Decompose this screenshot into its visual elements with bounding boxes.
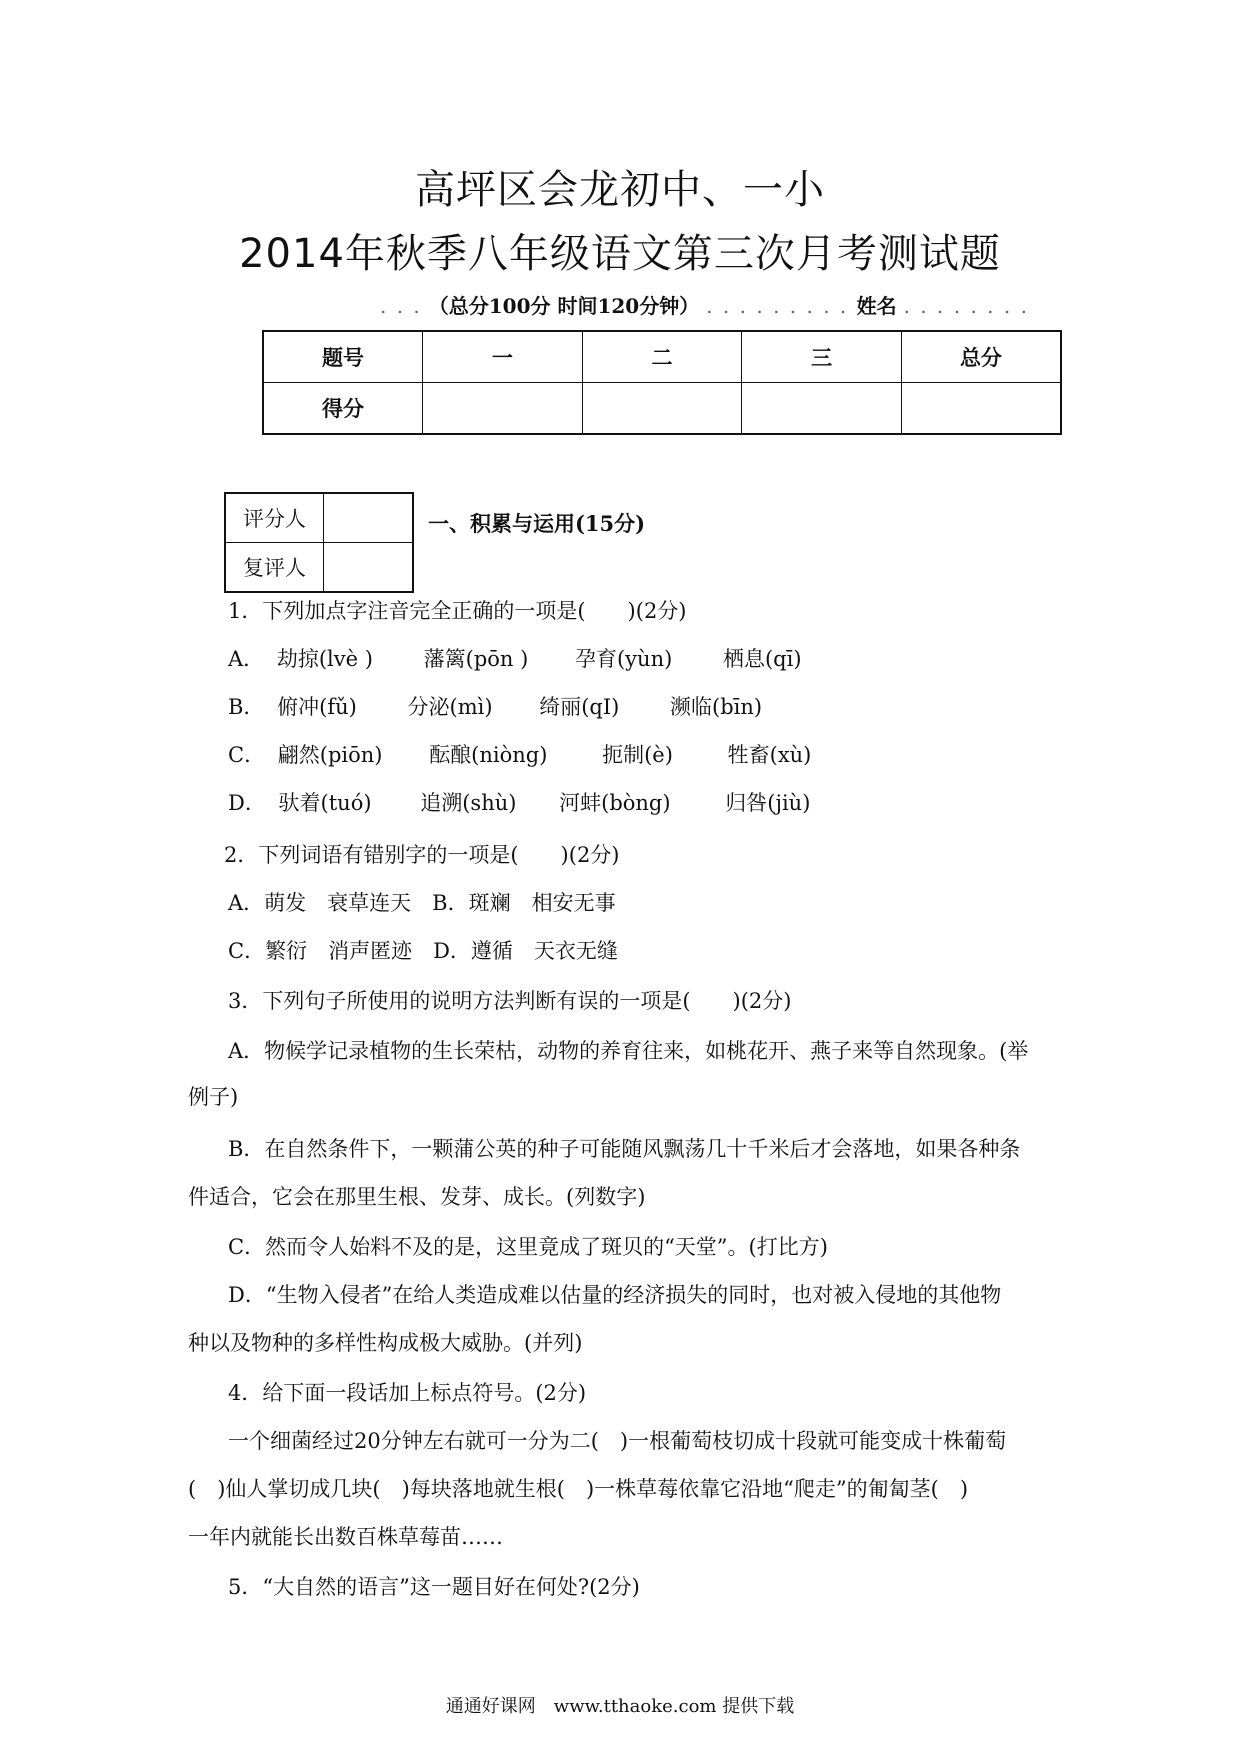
q1-a-word-3: 孕育(yùn) <box>574 647 673 671</box>
q3-option-c[interactable]: C．然而令人始料不及的是，这里竟成了斑贝的“天堂”。(打比方) <box>228 1235 828 1259</box>
q1-c-word-4: 牲畜(xù) <box>727 743 812 767</box>
section-1-heading: 一、积累与运用(15分) <box>428 511 646 536</box>
q1-c-word-2: 酝酿(niòng) <box>429 743 548 767</box>
q1-a-word-1: 劫掠(lvè ) <box>276 647 373 671</box>
q1-b-word-4: 濒临(bīn) <box>670 695 763 719</box>
q5-stem: 5．“大自然的语言”这一题目好在何处?(2分) <box>228 1575 640 1599</box>
name-label: 姓名 <box>856 294 897 318</box>
score-table-header-row <box>263 331 1061 383</box>
exam-info-line <box>380 290 1029 319</box>
cell-part-1: 一 <box>423 331 583 383</box>
q4-passage-line3: 一年内就能长出数百株草莓苗…… <box>188 1525 503 1549</box>
exam-info: （总分100分 时间120分钟） <box>428 294 700 318</box>
footer-credit: 通通好课网 www.tthaoke.com 提供下载 <box>445 1696 795 1717</box>
q1-option-a[interactable] <box>228 644 802 674</box>
cell-score-1[interactable] <box>423 383 583 435</box>
leader-dots: . . . <box>380 294 422 318</box>
q1-option-c[interactable] <box>228 740 811 770</box>
leader-dots: . . . . . . . . <box>903 294 1029 318</box>
cell-score-2[interactable] <box>582 383 742 435</box>
cell-score-label: 得分 <box>263 383 423 435</box>
q3-option-a-line2: 例子) <box>188 1085 239 1109</box>
score-table-score-row <box>263 383 1061 435</box>
q1-d-word-1: 驮着(tuó) <box>278 791 372 815</box>
score-table <box>262 330 1062 435</box>
option-label: D． <box>228 791 266 815</box>
cell-part-3: 三 <box>742 331 902 383</box>
q2-options-ab[interactable]: A．萌发 衰草连天 B．斑斓 相安无事 <box>228 891 616 915</box>
exam-title: 2014年秋季八年级语文第三次月考测试题 <box>239 231 1001 277</box>
q2-stem: 2．下列词语有错别字的一项是( )(2分) <box>224 843 620 867</box>
reviewer-label: 复评人 <box>225 543 324 593</box>
option-label: A． <box>228 647 265 671</box>
q3-option-b-line2: 件适合，它会在那里生根、发芽、成长。(列数字) <box>188 1185 646 1209</box>
reviewer-cell[interactable] <box>324 543 414 593</box>
option-label: C． <box>228 743 266 767</box>
q3-option-b-line1[interactable]: B．在自然条件下，一颗蒲公英的种子可能随风飘荡几十千米后才会落地，如果各种条 <box>228 1137 1021 1161</box>
cell-score-total[interactable] <box>901 383 1061 435</box>
q4-passage-line2: ( )仙人掌切成几块( )每块落地就生根( )一株草莓依靠它沿地“爬走”的匍匐茎( ) <box>188 1477 969 1501</box>
q1-b-word-1: 俯冲(fǔ) <box>277 695 357 719</box>
q1-a-word-4: 栖息(qī) <box>722 647 802 671</box>
q1-d-word-3: 河蚌(bòng) <box>559 791 671 815</box>
q3-option-a-line1[interactable]: A．物候学记录植物的生长荣枯，动物的养育往来，如桃花开、燕子来等自然现象。(举 <box>228 1039 1029 1063</box>
q4-stem: 4．给下面一段话加上标点符号。(2分) <box>228 1381 587 1405</box>
leader-dots: . . . . . . . . . <box>706 294 857 318</box>
q1-option-b[interactable] <box>228 692 762 722</box>
grader-table <box>224 492 414 593</box>
q3-stem: 3．下列句子所使用的说明方法判断有误的一项是( )(2分) <box>228 989 792 1013</box>
cell-part-2: 二 <box>582 331 742 383</box>
scorer-label: 评分人 <box>225 493 324 543</box>
q1-c-word-1: 翩然(piōn) <box>277 743 383 767</box>
option-label: B． <box>228 695 265 719</box>
q3-option-d-line1[interactable]: D．“生物入侵者”在给人类造成难以估量的经济损失的同时，也对被入侵地的其他物 <box>228 1283 1002 1307</box>
school-title: 高坪区会龙初中、一小 <box>415 167 825 213</box>
cell-score-3[interactable] <box>742 383 902 435</box>
q1-b-word-3: 绮丽(qI) <box>539 695 620 719</box>
q1-option-d[interactable] <box>228 788 810 818</box>
q1-b-word-2: 分泌(mì) <box>407 695 493 719</box>
q4-passage-line1: 一个细菌经过20分钟左右就可一分为二( )一根葡萄枝切成十段就可能变成十株葡萄 <box>228 1429 1007 1453</box>
cell-total: 总分 <box>901 331 1061 383</box>
q1-d-word-2: 追溯(shù) <box>420 791 517 815</box>
q1-d-word-4: 归咎(jiù) <box>725 791 811 815</box>
q1-a-word-2: 藩篱(pōn ) <box>423 647 529 671</box>
cell-question-number: 题号 <box>263 331 423 383</box>
q1-c-word-3: 扼制(è) <box>602 743 673 767</box>
scorer-cell[interactable] <box>324 493 414 543</box>
q1-stem: 1．下列加点字注音完全正确的一项是( )(2分) <box>228 599 687 623</box>
q3-option-d-line2: 种以及物种的多样性构成极大威胁。(并列) <box>188 1331 583 1355</box>
q2-options-cd[interactable]: C．繁衍 消声匿迹 D．遵循 天衣无缝 <box>228 939 618 963</box>
